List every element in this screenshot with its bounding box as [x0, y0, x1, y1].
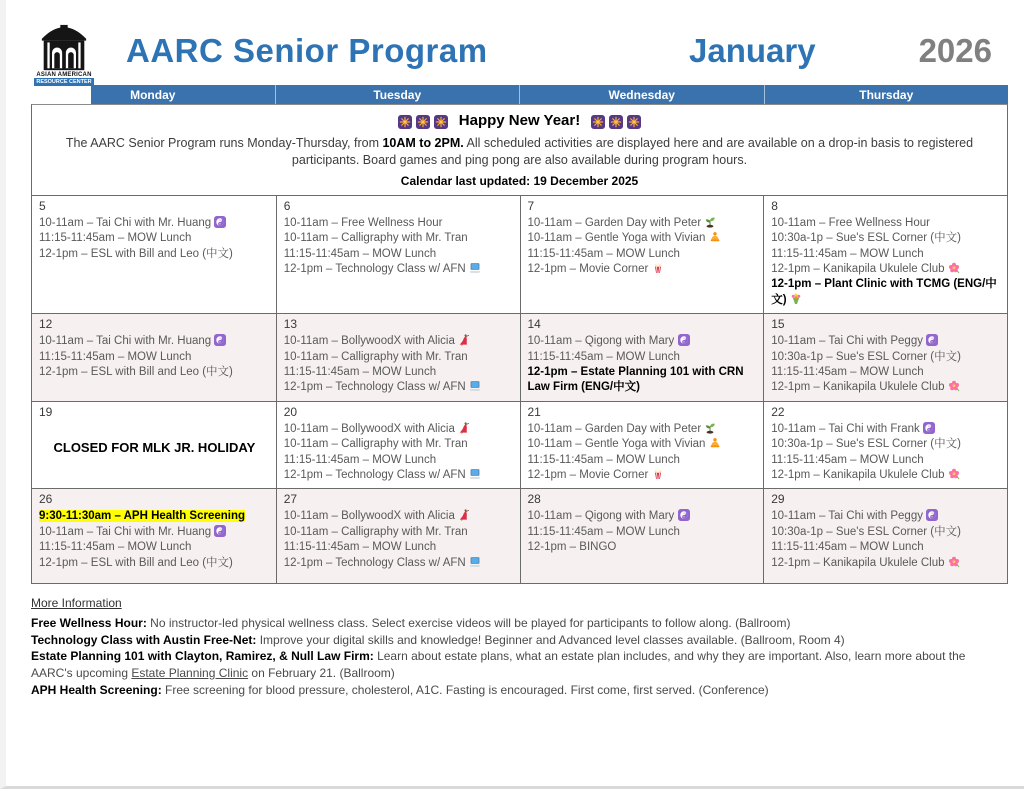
aarc-logo — [34, 24, 94, 86]
calendar-event — [528, 540, 758, 555]
day-number: 27 — [283, 492, 298, 507]
calendar-event — [528, 350, 758, 365]
fireworks-icon — [398, 115, 412, 129]
fireworks-icon — [591, 115, 605, 129]
calendar-event — [528, 334, 758, 349]
calendar-event — [39, 365, 270, 380]
intro-post: All scheduled activities are displayed here and are available on a drop-in basis to registered participants. Board games and ping pong are also available during program hours. — [291, 136, 974, 167]
event-text: 10-11am – Calligraphy with Mr. Tran — [283, 525, 468, 538]
banner-text: Happy New Year! — [458, 112, 581, 129]
event-text: 12-1pm – Technology Class w/ AFN — [283, 469, 466, 482]
yinyang-icon — [214, 334, 226, 346]
calendar-event — [284, 216, 514, 231]
event-text: 12-1pm – Kanikapila Ukulele Club — [771, 262, 945, 275]
event-text: 10-11am – Tai Chi with Frank — [771, 422, 920, 435]
day-cell-28 — [520, 489, 764, 583]
intro-text — [47, 135, 992, 169]
calendar-event — [771, 525, 1001, 540]
event-text: 11:15-11:45am – MOW Lunch — [771, 453, 924, 466]
calendar-event — [528, 365, 758, 396]
fireworks-icon — [434, 115, 448, 129]
yinyang-icon — [926, 509, 938, 521]
week-row — [32, 401, 1007, 489]
event-text: 12-1pm – Kanikapila Ukulele Club — [771, 381, 945, 394]
event-text: 12-1pm – ESL with Bill and Leo (中文) — [39, 247, 233, 260]
day-cell-5 — [32, 196, 276, 313]
event-text: 9:30-11:30am – APH Health Screening — [39, 510, 246, 523]
yinyang-icon — [926, 334, 938, 346]
calendar-event — [771, 365, 1001, 380]
calendar-event — [771, 437, 1001, 452]
closed-notice: CLOSED FOR MLK JR. HOLIDAY — [53, 440, 256, 456]
day-number: 5 — [39, 198, 46, 213]
calendar-event — [771, 556, 1001, 571]
footer-line — [31, 632, 1008, 649]
intro-bold: 10AM to 2PM. — [382, 136, 464, 150]
event-text: 10-11am – Garden Day with Peter — [527, 216, 702, 229]
event-text: 11:15-11:45am – MOW Lunch — [527, 525, 680, 538]
day-cell-19 — [32, 402, 276, 489]
calendar-table — [31, 104, 1008, 584]
footer-text: Learn about estate plans, what an estate plan includes, and why they are important. Also, learn more about the AARC's upcoming — [31, 649, 966, 681]
event-text: 11:15-11:45am – MOW Lunch — [283, 247, 437, 260]
calendar-event — [284, 468, 514, 483]
footer-info — [31, 595, 1008, 699]
day-header-thursday: Thursday — [764, 85, 1009, 104]
week-row — [32, 313, 1007, 401]
hibiscus-icon — [948, 468, 960, 480]
day-number: 28 — [527, 492, 541, 507]
calendar-event — [528, 262, 758, 277]
calendar-event — [771, 216, 1001, 231]
logo-text-line1: ASIAN AMERICAN — [36, 72, 92, 78]
event-text: 10-11am – Calligraphy with Mr. Tran — [283, 438, 468, 451]
seedling-icon — [704, 216, 716, 228]
event-text: 10-11am – Tai Chi with Mr. Huang — [39, 216, 212, 229]
calendar-event — [771, 422, 1001, 437]
day-number: 7 — [527, 198, 535, 213]
event-text: 11:15-11:45am – MOW Lunch — [527, 350, 680, 363]
footer-label: APH Health Screening: — [31, 682, 166, 697]
calendar-event — [284, 556, 514, 571]
happy-new-year-banner — [32, 112, 1007, 129]
event-text: 12-1pm – Movie Corner — [527, 262, 649, 275]
calendar-event — [771, 262, 1001, 277]
dancer-icon — [458, 422, 470, 434]
calendar-event — [528, 525, 758, 540]
intro-pre: The AARC Senior Program runs Monday-Thursday, from — [65, 136, 383, 150]
event-text: 10:30a-1p – Sue's ESL Corner (中文) — [771, 525, 961, 538]
event-text: 12-1pm – ESL with Bill and Leo (中文) — [39, 366, 233, 378]
calendar-event — [528, 216, 758, 231]
yinyang-icon — [678, 509, 690, 521]
event-text: 11:15-11:45am – MOW Lunch — [283, 541, 437, 554]
event-text: 10-11am – Tai Chi with Peggy — [771, 510, 923, 523]
calendar-event — [528, 231, 758, 246]
day-number: 14 — [527, 317, 541, 332]
day-cell-22 — [763, 402, 1007, 489]
event-text: 10-11am – Qigong with Mary — [527, 510, 675, 523]
event-text: 10-11am – BollywoodX with Alicia — [283, 335, 455, 348]
event-text: 10:30a-1p – Sue's ESL Corner (中文) — [771, 350, 961, 363]
event-text: 11:15-11:45am – MOW Lunch — [39, 350, 192, 363]
day-cell-20 — [276, 402, 520, 489]
day-number: 6 — [283, 198, 291, 213]
event-text: 12-1pm – Technology Class w/ AFN — [283, 381, 466, 394]
calendar-event — [39, 216, 270, 231]
logo-mask — [31, 85, 91, 104]
logo-text-line2: RESOURCE CENTER — [34, 78, 94, 86]
event-text: 10-11am – Gentle Yoga with Vivian — [527, 232, 706, 245]
calendar-event — [39, 556, 270, 571]
day-cell-7 — [520, 196, 764, 313]
event-text: 10-11am – Calligraphy with Mr. Tran — [283, 232, 468, 245]
day-cell-13 — [276, 314, 520, 401]
week-row — [32, 195, 1007, 313]
day-cell-29 — [763, 489, 1007, 583]
footer-text: on February 21. (Ballroom) — [248, 666, 395, 681]
calendar-event — [39, 525, 270, 540]
footer-text: Improve your digital skills and knowledge! Beginner and Advanced level classes available. (Ballroom, Room 4) — [259, 632, 845, 647]
dancer-icon — [458, 334, 470, 346]
year-label: 2026 — [918, 32, 992, 69]
seedling-icon — [704, 422, 716, 434]
event-text: 10-11am – Garden Day with Peter — [527, 422, 702, 435]
event-text: 12-1pm – Plant Clinic with TCMG (ENG/中文) — [771, 278, 997, 306]
calendar-event — [284, 509, 514, 524]
banner-fireworks-left — [396, 112, 450, 129]
calendar-event — [771, 453, 1001, 468]
event-text: 10-11am – BollywoodX with Alicia — [283, 422, 455, 435]
calendar-event — [771, 334, 1001, 349]
bouquet-icon — [790, 293, 802, 305]
day-cell-27 — [276, 489, 520, 583]
hibiscus-icon — [948, 380, 960, 392]
yinyang-icon — [214, 525, 226, 537]
day-number: 22 — [771, 404, 785, 419]
calendar-event — [39, 509, 270, 524]
day-number: 12 — [39, 317, 53, 332]
event-text: 12-1pm – Kanikapila Ukulele Club — [771, 556, 945, 569]
calendar-event — [771, 540, 1001, 555]
yoga-icon — [709, 231, 721, 243]
calendar-event — [771, 509, 1001, 524]
last-updated: Calendar last updated: 19 December 2025 — [400, 173, 639, 188]
day-number: 21 — [527, 404, 541, 419]
fireworks-icon — [627, 115, 641, 129]
calendar-event — [284, 453, 514, 468]
calendar-event — [528, 453, 758, 468]
footer-label: Free Wellness Hour: — [31, 615, 151, 630]
fireworks-icon — [609, 115, 623, 129]
footer-label: Estate Planning 101 with Clayton, Ramirez, & Null Law Firm: — [31, 649, 378, 664]
calendar-grid — [32, 195, 1007, 584]
event-text: 10:30a-1p – Sue's ESL Corner (中文) — [771, 232, 961, 245]
day-number: 26 — [39, 492, 53, 507]
calendar-event — [528, 247, 758, 262]
footer-line — [31, 615, 1008, 632]
page-title: AARC Senior Program — [126, 32, 488, 69]
yinyang-icon — [678, 334, 690, 346]
calendar-event — [771, 247, 1001, 262]
calendar-event — [528, 509, 758, 524]
more-information-heading: More Information — [31, 596, 122, 610]
day-number: 8 — [771, 198, 778, 213]
calendar-event — [771, 277, 1001, 308]
event-text: 10-11am – Gentle Yoga with Vivian — [527, 438, 706, 451]
banner-fireworks-right — [589, 112, 643, 129]
event-text: 11:15-11:45am – MOW Lunch — [527, 247, 680, 260]
calendar-event — [528, 437, 758, 452]
calendar-event — [39, 231, 270, 246]
event-text: 11:15-11:45am – MOW Lunch — [771, 541, 924, 554]
day-cell-12 — [32, 314, 276, 401]
calendar-event — [528, 468, 758, 483]
day-number: 19 — [39, 404, 53, 419]
calendar-event — [771, 231, 1001, 246]
calendar-event — [284, 422, 514, 437]
footer-label: Technology Class with Austin Free-Net: — [31, 632, 260, 647]
page-header — [6, 0, 1024, 85]
calendar-event — [39, 540, 270, 555]
hibiscus-icon — [948, 556, 960, 568]
calendar-event — [771, 380, 1001, 395]
laptop-icon — [469, 468, 481, 480]
footer-lines — [31, 615, 1008, 699]
calendar-event — [284, 380, 514, 395]
event-text: 10-11am – Qigong with Mary — [527, 335, 675, 348]
day-cell-26 — [32, 489, 276, 583]
event-text: 10:30a-1p – Sue's ESL Corner (中文) — [771, 438, 961, 451]
calendar-event — [284, 334, 514, 349]
popcorn-icon — [652, 468, 664, 480]
event-text: 11:15-11:45am – MOW Lunch — [771, 366, 924, 378]
calendar-event — [284, 231, 514, 246]
day-header-tuesday: Tuesday — [275, 85, 520, 104]
day-number: 13 — [283, 317, 298, 332]
event-text: 10-11am – Tai Chi with Mr. Huang — [39, 335, 212, 348]
event-text: 10-11am – Tai Chi with Mr. Huang — [39, 525, 212, 538]
calendar-event — [284, 525, 514, 540]
day-number: 29 — [771, 492, 785, 507]
estate-planning-clinic-link[interactable]: Estate Planning Clinic — [131, 666, 249, 681]
footer-line — [31, 648, 1008, 682]
calendar-event — [284, 247, 514, 262]
event-text: 12-1pm – Kanikapila Ukulele Club — [771, 469, 945, 482]
calendar-event — [39, 247, 270, 262]
yoga-icon — [709, 437, 721, 449]
event-text: 11:15-11:45am – MOW Lunch — [771, 247, 924, 260]
event-text: 12-1pm – Technology Class w/ AFN — [283, 556, 466, 569]
day-header-row — [31, 85, 1008, 104]
calendar-event — [39, 350, 270, 365]
calendar-event — [284, 437, 514, 452]
event-text: 12-1pm – Technology Class w/ AFN — [283, 262, 466, 275]
event-text: 11:15-11:45am – MOW Lunch — [527, 453, 680, 466]
event-text: 11:15-11:45am – MOW Lunch — [283, 453, 437, 466]
building-icon — [34, 24, 94, 72]
yinyang-icon — [214, 216, 226, 228]
day-cell-21 — [520, 402, 764, 489]
footer-text: Free screening for blood pressure, cholesterol, A1C. Fasting is encouraged. First come, first served. (Conference) — [165, 682, 769, 697]
calendar-event — [771, 468, 1001, 483]
calendar-event — [528, 422, 758, 437]
calendar-event — [284, 540, 514, 555]
day-cell-8 — [763, 196, 1007, 313]
fireworks-icon — [416, 115, 430, 129]
event-text: 10-11am – Tai Chi with Peggy — [771, 335, 923, 348]
laptop-icon — [469, 380, 481, 392]
week-row — [32, 488, 1007, 583]
event-text: 12-1pm – ESL with Bill and Leo (中文) — [39, 556, 233, 569]
calendar-event — [284, 365, 514, 380]
laptop-icon — [469, 556, 481, 568]
day-cell-15 — [763, 314, 1007, 401]
laptop-icon — [469, 262, 481, 274]
day-cell-14 — [520, 314, 764, 401]
event-text: 11:15-11:45am – MOW Lunch — [283, 366, 437, 378]
calendar-event — [39, 334, 270, 349]
calendar-event — [284, 350, 514, 365]
event-text: 10-11am – BollywoodX with Alicia — [283, 510, 455, 523]
day-header-monday: Monday — [130, 87, 176, 102]
calendar-event — [284, 262, 514, 277]
event-text: 12-1pm – BINGO — [527, 541, 617, 554]
event-text: 11:15-11:45am – MOW Lunch — [39, 541, 192, 554]
day-header-wednesday: Wednesday — [519, 85, 764, 104]
hibiscus-icon — [948, 262, 960, 274]
footer-text: No instructor-led physical wellness class. Select exercise videos will be played for participants to follow along. (Ballroom) — [150, 615, 791, 630]
day-number: 20 — [283, 404, 298, 419]
banner-section — [32, 112, 1007, 188]
event-text: 11:15-11:45am – MOW Lunch — [39, 232, 192, 245]
dancer-icon — [458, 509, 470, 521]
event-text: 10-11am – Free Wellness Hour — [771, 216, 930, 229]
calendar-event — [771, 350, 1001, 365]
yinyang-icon — [923, 422, 935, 434]
popcorn-icon — [652, 262, 664, 274]
footer-line — [31, 682, 1008, 699]
event-text: 10-11am – Calligraphy with Mr. Tran — [283, 350, 468, 363]
event-text: 12-1pm – Estate Planning 101 with CRN Law Firm (ENG/中文) — [527, 366, 744, 394]
event-text: 10-11am – Free Wellness Hour — [283, 216, 443, 229]
day-cell-6 — [276, 196, 520, 313]
day-number: 15 — [771, 317, 785, 332]
month-label: January — [689, 32, 816, 69]
event-text: 12-1pm – Movie Corner — [527, 469, 649, 482]
